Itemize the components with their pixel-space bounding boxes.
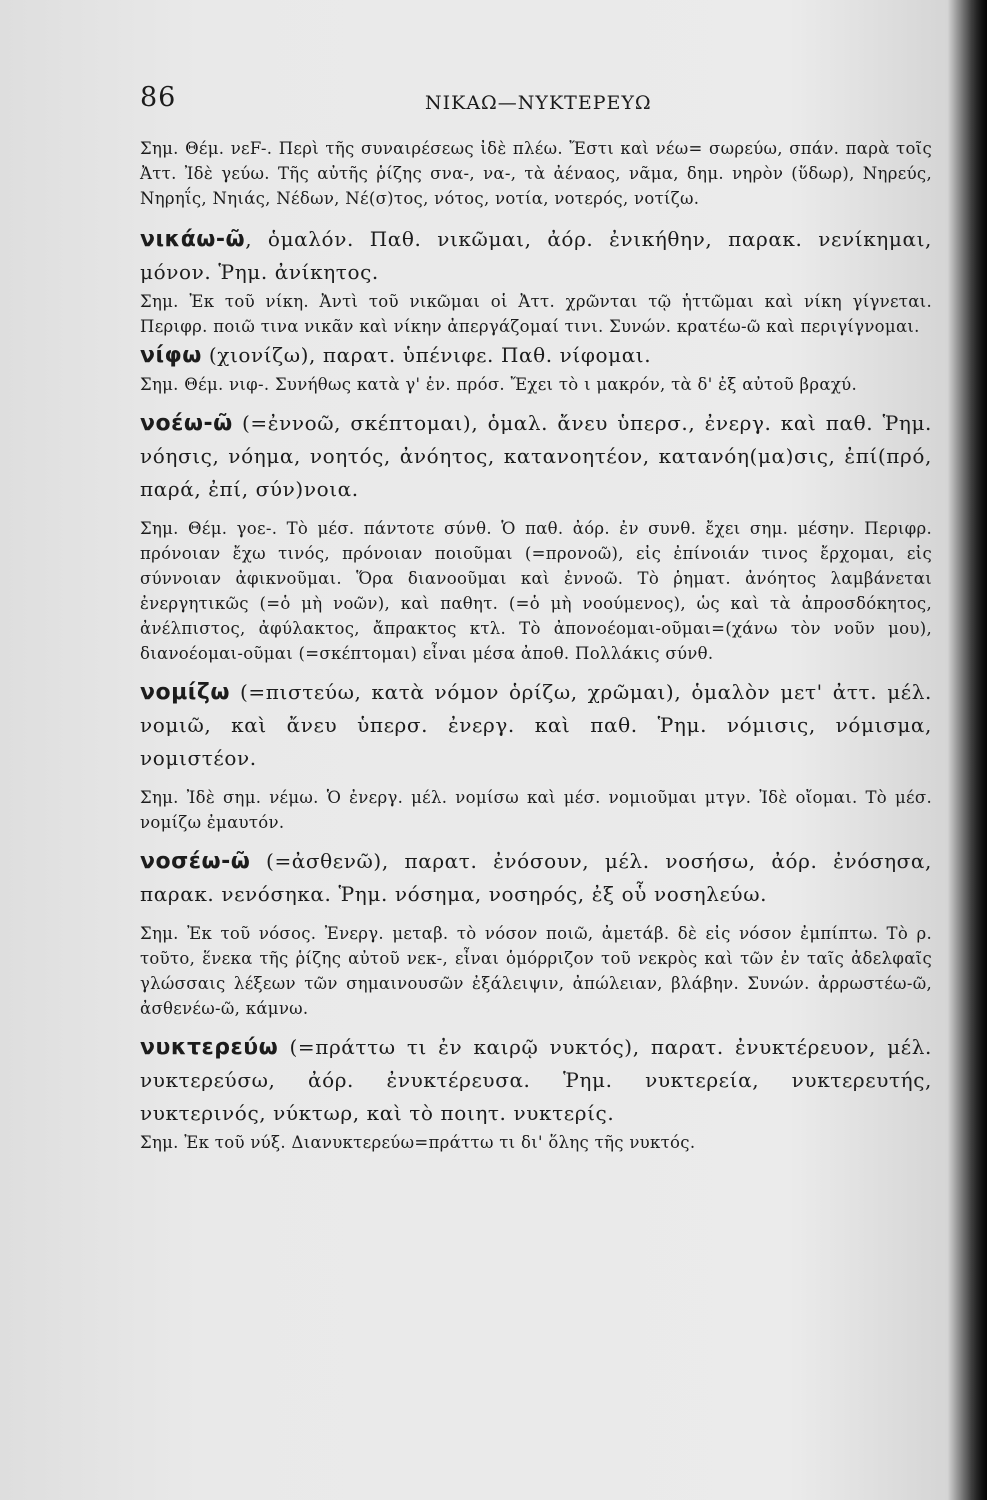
page-header bbox=[140, 82, 930, 122]
entry-noseo bbox=[140, 845, 932, 1021]
entry-nomizo bbox=[140, 676, 932, 835]
entry-note: Σημ. Ἐκ τοῦ νόσος. Ἐνεργ. μεταβ. τὸ νόσον ποιῶ, ἀμετάβ. δὲ εἰς νόσον ἐμπίπτω. Τὸ ρ. τοῦτο, ἕνεκα τῆς ῥίζης αὐτοῦ νεκ-, εἶναι ὁμόρριζον τοῦ νεκρὸς καὶ τῶν ἐν ταῖς ἀδελφαῖς γλώσσαις λέξεων τῶν σημαινουσῶν ἐξάλειψιν, ἀπώλειαν, βλάβην. Συνών. ἀρρωστέω-ῶ, ἀσθενέω-ῶ, κάμνω. bbox=[140, 924, 932, 1018]
entry-note: Σημ. Θέμ. γοε-. Τὸ μέσ. πάντοτε σύνθ. Ὁ παθ. ἀόρ. ἐν συνθ. ἔχει σημ. μέσην. Περιφρ. πρόνοιαν ἔχω τινός, πρόνοιαν ποιοῦμαι (=προνοῶ), εἰς ἐπίνοιάν τινος ἔρχομαι, εἰς σύννοιαν ἀφικνοῦμαι. Ὅρα διανοοῦμαι καὶ ἐννοῶ. Τὸ ῥηματ. ἀνόητος λαμβάνεται ἐνεργητικῶς (=ὁ μὴ νοῶν), καὶ παθητ. (=ὁ μὴ νοούμενος), ὡς καὶ τὰ ἀπροσδόκητος, ἀνέλπιστος, ἀφύλακτος, ἄπρακτος κτλ. Τὸ ἀπονοέομαι-οῦμαι=(χάνω τὸν νοῦν μου), διανοέομαι-οῦμαι (=σκέπτομαι) εἶναι μέσα ἀποθ. Πολλάκις σύνθ. bbox=[140, 519, 932, 663]
entry-main bbox=[140, 223, 932, 289]
page-number: 86 bbox=[140, 82, 177, 113]
entry-text: , ὁμαλόν. Παθ. νικῶμαι, ἀόρ. ἐνικήθην, παρακ. νενίκημαι, μόνον. Ῥημ. ἀνίκητος. bbox=[140, 227, 932, 284]
entry-nikao bbox=[140, 223, 932, 339]
headword: νοέω-ῶ bbox=[140, 411, 233, 436]
page-edge-shadow bbox=[973, 0, 987, 1500]
entry-nipho bbox=[140, 339, 932, 397]
entry-main bbox=[140, 407, 932, 506]
dictionary-content bbox=[140, 136, 932, 1155]
headword: νομίζω bbox=[140, 680, 230, 705]
entry-note: Σημ. Θέμ. νεF-. Περὶ τῆς συναιρέσεως ἰδὲ πλέω. Ἔστι καὶ νέω= σωρεύω, σπάν. παρὰ τοῖς Ἀττ. Ἰδὲ γεύω. Τῆς αὐτῆς ῥίζης σνα-, να-, τὰ ἀέναος, νᾶμα, δημ. νηρὸν (ὕδωρ), Νηρεύς, Νηρηΐς, Νηιάς, Νέδων, Νέ(σ)τος, νότος, νοτία, νοτερός, νοτίζω. bbox=[140, 139, 932, 208]
headword: νικάω-ῶ bbox=[140, 227, 246, 252]
entry-nykhtereuo bbox=[140, 1031, 932, 1155]
entry-note: Σημ. Ἐκ τοῦ νίκη. Ἀντὶ τοῦ νικῶμαι οἱ Ἀττ. χρῶνται τῷ ἡττῶμαι καὶ νίκη γίγνεται. Περιφρ. ποιῶ τινα νικᾶν καὶ νίκην ἀπεργάζομαί τινι. Συνών. κρατέω-ῶ καὶ περιγίγνομαι. bbox=[140, 292, 932, 336]
running-head: ΝΙΚΑΩ—ΝΥΚΤΕΡΕΥΩ bbox=[425, 92, 652, 114]
entry-noeo bbox=[140, 407, 932, 666]
entry-text: (=ἐννοῶ, σκέπτομαι), ὁμαλ. ἄνευ ὑπερσ., ἐνεργ. καὶ παθ. Ῥημ. νόησις, νόημα, νοητός, ἀνόητος, κατανοητέον, κατανόη(μα)σις, ἐπί(πρό, παρά, ἐπί, σύν)νοια. bbox=[140, 411, 932, 501]
headword: νυκτερεύω bbox=[140, 1035, 279, 1060]
headword: νοσέω-ῶ bbox=[140, 849, 251, 874]
entry-main bbox=[140, 676, 932, 775]
entry-main bbox=[140, 339, 932, 372]
entry-text: (=ἀσθενῶ), παρατ. ἐνόσουν, μέλ. νοσήσω, ἀόρ. ἐνόσησα, παρακ. νενόσηκα. Ῥημ. νόσημα, νοσηρός, ἐξ οὗ νοσηλεύω. bbox=[140, 849, 932, 906]
entry-note: Σημ. Ἰδὲ σημ. νέμω. Ὁ ἐνεργ. μέλ. νομίσω καὶ μέσ. νομιοῦμαι μτγν. Ἰδὲ οἴομαι. Τὸ μέσ. νομίζω ἐμαυτόν. bbox=[140, 788, 932, 832]
entry-note: Σημ. Θέμ. νιφ-. Συνήθως κατὰ γ' ἑν. πρόσ. Ἔχει τὸ ι μακρόν, τὰ δ' ἐξ αὐτοῦ βραχύ. bbox=[140, 375, 858, 394]
entry-continuation bbox=[140, 136, 932, 211]
entry-text: (=πιστεύω, κατὰ νόμον ὁρίζω, χρῶμαι), ὁμαλὸν μετ' ἀττ. μέλ. νομιῶ, καὶ ἄνευ ὑπερσ. ἐνεργ. καὶ παθ. Ῥημ. νόμισις, νόμισμα, νομιστέον. bbox=[140, 680, 932, 770]
entry-main bbox=[140, 845, 932, 911]
entry-note: Σημ. Ἐκ τοῦ νύξ. Διανυκτερεύω=πράττω τι δι' ὅλης τῆς νυκτός. bbox=[140, 1133, 696, 1152]
entry-main bbox=[140, 1031, 932, 1130]
entry-text: (=πράττω τι ἐν καιρῷ νυκτός), παρατ. ἐνυκτέρευον, μέλ. νυκτερεύσω, ἀόρ. ἐνυκτέρευσα. Ῥημ. νυκτερεία, νυκτερευτής, νυκτερινός, νύκτωρ, καὶ τὸ ποιητ. νυκτερίς. bbox=[140, 1035, 932, 1125]
entry-text: (χιονίζω), παρατ. ὑπένιφε. Παθ. νίφομαι. bbox=[201, 343, 652, 367]
headword: νίφω bbox=[140, 343, 202, 368]
